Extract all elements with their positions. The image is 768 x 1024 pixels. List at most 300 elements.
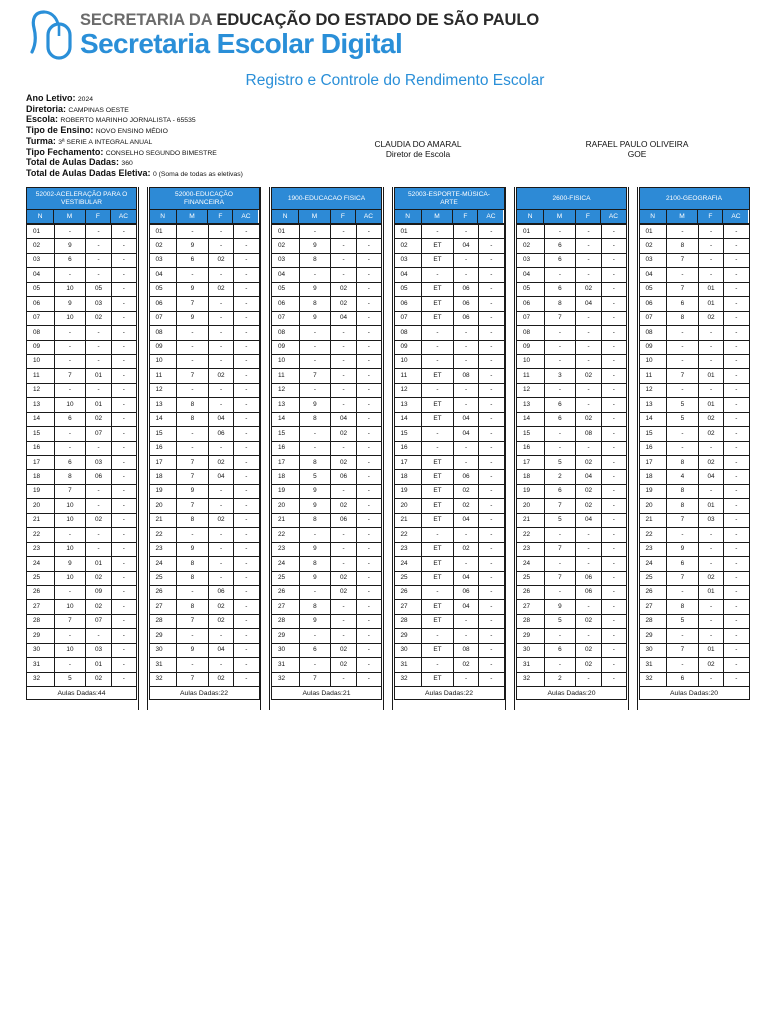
table-row xyxy=(149,225,259,239)
mark-cell: - xyxy=(299,383,331,397)
student-number: 18 xyxy=(639,470,667,484)
ac-cell: - xyxy=(724,557,749,571)
ac-cell: - xyxy=(479,297,504,311)
table-row xyxy=(149,369,259,383)
absence-cell: - xyxy=(698,383,723,397)
table-row xyxy=(149,268,259,282)
info-row-tipo-ensino xyxy=(26,126,243,137)
ac-cell: - xyxy=(356,412,381,426)
absence-cell: - xyxy=(208,326,233,340)
ac-cell: - xyxy=(601,253,626,267)
table-row xyxy=(517,369,627,383)
ac-cell: - xyxy=(724,528,749,542)
table-row xyxy=(149,282,259,296)
ac-cell: - xyxy=(479,268,504,282)
ac-cell: - xyxy=(234,600,259,614)
ac-cell: - xyxy=(724,484,749,498)
mark-cell: 7 xyxy=(544,542,576,556)
ac-cell: - xyxy=(479,484,504,498)
student-number: 09 xyxy=(394,340,422,354)
student-number: 06 xyxy=(272,297,300,311)
student-number: 14 xyxy=(639,412,667,426)
mark-cell: - xyxy=(667,326,699,340)
absence-cell: - xyxy=(208,484,233,498)
table-row xyxy=(517,585,627,599)
mark-cell: 6 xyxy=(544,398,576,412)
mark-cell: 7 xyxy=(177,672,209,686)
table-row xyxy=(27,340,137,354)
ac-cell: - xyxy=(724,658,749,672)
mark-cell: - xyxy=(299,326,331,340)
student-number: 27 xyxy=(394,600,422,614)
student-number: 02 xyxy=(639,239,667,253)
subject-title: 52003-ESPORTE-MÚSICA-ARTE xyxy=(394,187,505,210)
mark-cell: - xyxy=(422,340,454,354)
mark-cell: 8 xyxy=(299,297,331,311)
absence-cell: - xyxy=(576,629,601,643)
table-row xyxy=(639,427,749,441)
grades-table xyxy=(639,224,750,687)
signature-name: CLAUDIA DO AMARAL xyxy=(374,139,462,149)
table-row xyxy=(27,268,137,282)
info-label: Total de Aulas Dadas: xyxy=(26,157,120,168)
ac-cell: - xyxy=(601,614,626,628)
table-row xyxy=(27,383,137,397)
absence-cell: - xyxy=(208,658,233,672)
absence-cell: - xyxy=(453,354,478,368)
table-row xyxy=(149,614,259,628)
mark-cell: - xyxy=(667,441,699,455)
table-row xyxy=(394,643,504,657)
table-row xyxy=(27,311,137,325)
table-row xyxy=(517,499,627,513)
mark-cell: - xyxy=(544,629,576,643)
mark-cell: - xyxy=(667,658,699,672)
absence-cell: - xyxy=(698,326,723,340)
mark-cell: 5 xyxy=(544,614,576,628)
ac-cell: - xyxy=(111,340,136,354)
ac-cell: - xyxy=(356,585,381,599)
brand-app-name: Secretaria Escolar Digital xyxy=(80,28,403,59)
ac-cell: - xyxy=(356,297,381,311)
student-number: 29 xyxy=(272,629,300,643)
mark-cell: 6 xyxy=(667,297,699,311)
student-number: 14 xyxy=(149,412,177,426)
ac-cell: - xyxy=(479,571,504,585)
mark-cell: 8 xyxy=(177,571,209,585)
student-number: 26 xyxy=(272,585,300,599)
student-number: 23 xyxy=(149,542,177,556)
ac-cell: - xyxy=(356,643,381,657)
mark-cell: 7 xyxy=(54,484,86,498)
student-number: 15 xyxy=(149,427,177,441)
student-number: 01 xyxy=(639,225,667,239)
absence-cell: 06 xyxy=(576,585,601,599)
mark-cell: 7 xyxy=(544,571,576,585)
student-number: 32 xyxy=(272,672,300,686)
column-header: F xyxy=(576,210,601,223)
absence-cell: - xyxy=(331,557,356,571)
table-row xyxy=(394,441,504,455)
table-row xyxy=(27,225,137,239)
absence-cell: 02 xyxy=(453,658,478,672)
table-row xyxy=(149,557,259,571)
student-number: 19 xyxy=(149,484,177,498)
student-number: 14 xyxy=(272,412,300,426)
table-row xyxy=(639,326,749,340)
table-row xyxy=(639,268,749,282)
absence-cell: - xyxy=(86,239,111,253)
mark-cell: 10 xyxy=(54,542,86,556)
ac-cell: - xyxy=(234,441,259,455)
student-number: 12 xyxy=(272,383,300,397)
ac-cell: - xyxy=(601,398,626,412)
absence-cell: 02 xyxy=(576,282,601,296)
mark-cell: - xyxy=(299,340,331,354)
mark-cell: - xyxy=(177,427,209,441)
aulas-dadas-footer: Aulas Dadas:21 xyxy=(271,687,382,700)
table-row xyxy=(639,658,749,672)
absence-cell: 02 xyxy=(86,672,111,686)
absence-cell: - xyxy=(208,354,233,368)
table-row xyxy=(272,672,382,686)
ac-cell: - xyxy=(356,456,381,470)
ac-cell: - xyxy=(356,383,381,397)
ac-cell: - xyxy=(479,427,504,441)
table-row xyxy=(517,629,627,643)
absence-cell: - xyxy=(453,456,478,470)
mark-cell: 8 xyxy=(667,499,699,513)
mark-cell: 8 xyxy=(177,513,209,527)
ac-cell: - xyxy=(234,383,259,397)
mark-cell: 6 xyxy=(544,253,576,267)
table-row xyxy=(272,557,382,571)
absence-cell: - xyxy=(698,441,723,455)
absence-cell: 04 xyxy=(208,412,233,426)
mark-cell: 9 xyxy=(299,542,331,556)
absence-cell: - xyxy=(86,499,111,513)
table-row xyxy=(639,239,749,253)
ac-cell: - xyxy=(724,412,749,426)
mark-cell: - xyxy=(544,340,576,354)
table-row xyxy=(27,354,137,368)
column-header-row xyxy=(394,210,505,224)
absence-cell: 02 xyxy=(331,643,356,657)
ac-cell: - xyxy=(356,369,381,383)
mark-cell: 6 xyxy=(54,253,86,267)
table-row xyxy=(272,268,382,282)
student-number: 31 xyxy=(639,658,667,672)
student-number: 26 xyxy=(149,585,177,599)
ac-cell: - xyxy=(724,629,749,643)
table-row xyxy=(394,427,504,441)
table-row xyxy=(517,297,627,311)
student-number: 17 xyxy=(27,456,55,470)
absence-cell: 04 xyxy=(331,412,356,426)
absence-cell: 02 xyxy=(331,282,356,296)
student-number: 23 xyxy=(394,542,422,556)
mark-cell: 9 xyxy=(299,282,331,296)
student-number: 02 xyxy=(27,239,55,253)
student-number: 11 xyxy=(639,369,667,383)
mark-cell: 5 xyxy=(544,513,576,527)
ac-cell: - xyxy=(724,513,749,527)
table-row xyxy=(639,499,749,513)
table-row xyxy=(27,557,137,571)
absence-cell: 06 xyxy=(453,470,478,484)
absence-cell: - xyxy=(698,542,723,556)
absence-cell: 06 xyxy=(331,470,356,484)
student-number: 10 xyxy=(272,354,300,368)
absence-cell: - xyxy=(576,268,601,282)
ac-cell: - xyxy=(601,354,626,368)
ac-cell: - xyxy=(724,282,749,296)
subject-title: 2600-FISICA xyxy=(516,187,627,210)
student-number: 02 xyxy=(149,239,177,253)
absence-cell: - xyxy=(208,297,233,311)
ac-cell: - xyxy=(111,658,136,672)
student-number: 22 xyxy=(517,528,545,542)
mark-cell: 10 xyxy=(54,643,86,657)
table-row xyxy=(517,528,627,542)
table-row xyxy=(517,268,627,282)
student-number: 12 xyxy=(149,383,177,397)
ac-cell: - xyxy=(234,528,259,542)
table-row xyxy=(639,354,749,368)
ac-cell: - xyxy=(111,268,136,282)
table-row xyxy=(517,614,627,628)
mark-cell: 6 xyxy=(667,672,699,686)
table-row xyxy=(149,499,259,513)
student-number: 11 xyxy=(517,369,545,383)
mark-cell: - xyxy=(299,427,331,441)
absence-cell: 02 xyxy=(208,600,233,614)
table-row xyxy=(27,542,137,556)
mark-cell: 7 xyxy=(54,369,86,383)
table-row xyxy=(149,600,259,614)
absence-cell: - xyxy=(208,542,233,556)
student-number: 11 xyxy=(149,369,177,383)
absence-cell: 02 xyxy=(208,369,233,383)
subject-block xyxy=(516,187,627,700)
mark-cell: 9 xyxy=(54,239,86,253)
absence-cell: 02 xyxy=(331,658,356,672)
table-row xyxy=(27,412,137,426)
column-header: AC xyxy=(356,210,381,223)
mark-cell: 9 xyxy=(299,398,331,412)
absence-cell: 02 xyxy=(576,369,601,383)
student-number: 03 xyxy=(149,253,177,267)
mark-cell: 9 xyxy=(177,311,209,325)
absence-cell: 02 xyxy=(331,456,356,470)
table-row xyxy=(27,297,137,311)
mark-cell: - xyxy=(544,427,576,441)
ac-cell: - xyxy=(479,513,504,527)
aulas-dadas-footer: Aulas Dadas:20 xyxy=(639,687,750,700)
student-number: 24 xyxy=(517,557,545,571)
mark-cell: 6 xyxy=(54,412,86,426)
absence-cell: 06 xyxy=(576,571,601,585)
absence-cell: 04 xyxy=(453,412,478,426)
table-row xyxy=(272,585,382,599)
table-row xyxy=(27,326,137,340)
ac-cell: - xyxy=(601,427,626,441)
absence-cell: - xyxy=(331,672,356,686)
grades-table xyxy=(516,224,627,687)
ac-cell: - xyxy=(601,513,626,527)
student-number: 03 xyxy=(639,253,667,267)
table-row xyxy=(639,557,749,571)
absence-cell: 06 xyxy=(86,470,111,484)
ac-cell: - xyxy=(111,398,136,412)
student-number: 15 xyxy=(27,427,55,441)
student-number: 10 xyxy=(149,354,177,368)
absence-cell: 02 xyxy=(86,513,111,527)
absence-cell: 01 xyxy=(86,398,111,412)
table-row xyxy=(394,484,504,498)
ac-cell: - xyxy=(601,340,626,354)
ac-cell: - xyxy=(601,369,626,383)
mark-cell: ET xyxy=(422,672,454,686)
table-row xyxy=(639,282,749,296)
absence-cell: 04 xyxy=(576,513,601,527)
mark-cell: 6 xyxy=(54,456,86,470)
student-number: 28 xyxy=(394,614,422,628)
mark-cell: 7 xyxy=(667,643,699,657)
absence-cell: - xyxy=(331,340,356,354)
mark-cell: 6 xyxy=(544,484,576,498)
mark-cell: - xyxy=(177,658,209,672)
absence-cell: - xyxy=(453,326,478,340)
table-row xyxy=(639,398,749,412)
mark-cell: 10 xyxy=(54,600,86,614)
student-number: 07 xyxy=(272,311,300,325)
ac-cell: - xyxy=(479,311,504,325)
mark-cell: - xyxy=(544,441,576,455)
mark-cell: ET xyxy=(422,398,454,412)
student-number: 06 xyxy=(394,297,422,311)
table-row xyxy=(272,369,382,383)
ac-cell: - xyxy=(234,470,259,484)
ac-cell: - xyxy=(601,484,626,498)
ac-cell: - xyxy=(111,557,136,571)
absence-cell: 01 xyxy=(86,557,111,571)
ac-cell: - xyxy=(479,326,504,340)
ac-cell: - xyxy=(111,470,136,484)
table-row xyxy=(149,427,259,441)
mark-cell: - xyxy=(54,354,86,368)
absence-cell: - xyxy=(453,614,478,628)
mark-cell: ET xyxy=(422,412,454,426)
ac-cell: - xyxy=(234,225,259,239)
ac-cell: - xyxy=(724,268,749,282)
student-number: 31 xyxy=(27,658,55,672)
mark-cell: 8 xyxy=(299,600,331,614)
absence-cell: - xyxy=(453,268,478,282)
absence-cell: - xyxy=(576,326,601,340)
column-header-row xyxy=(271,210,382,224)
student-number: 20 xyxy=(517,499,545,513)
ac-cell: - xyxy=(724,456,749,470)
ac-cell: - xyxy=(601,542,626,556)
absence-cell: 04 xyxy=(208,643,233,657)
absence-cell: 04 xyxy=(208,470,233,484)
column-header: AC xyxy=(723,210,748,223)
absence-cell: 02 xyxy=(208,672,233,686)
absence-cell: - xyxy=(698,225,723,239)
ac-cell: - xyxy=(479,672,504,686)
mark-cell: 3 xyxy=(544,369,576,383)
student-number: 28 xyxy=(272,614,300,628)
student-number: 22 xyxy=(149,528,177,542)
info-value: 360 xyxy=(121,160,133,168)
ac-cell: - xyxy=(111,354,136,368)
mark-cell: 8 xyxy=(299,513,331,527)
info-label: Ano Letivo: xyxy=(26,93,76,103)
student-number: 18 xyxy=(149,470,177,484)
absence-cell: - xyxy=(453,383,478,397)
student-number: 30 xyxy=(517,643,545,657)
absence-cell: 07 xyxy=(86,427,111,441)
table-row xyxy=(149,441,259,455)
subject-block xyxy=(639,187,750,700)
absence-cell: - xyxy=(453,441,478,455)
table-row xyxy=(272,441,382,455)
ac-cell: - xyxy=(601,528,626,542)
mark-cell: 10 xyxy=(54,513,86,527)
absence-cell: 04 xyxy=(453,513,478,527)
absence-cell: 02 xyxy=(698,427,723,441)
student-number: 24 xyxy=(272,557,300,571)
mark-cell: - xyxy=(54,658,86,672)
ac-cell: - xyxy=(111,311,136,325)
student-number: 14 xyxy=(394,412,422,426)
table-row xyxy=(517,383,627,397)
table-row xyxy=(27,427,137,441)
absence-cell: - xyxy=(453,672,478,686)
absence-cell: - xyxy=(208,398,233,412)
table-row xyxy=(272,499,382,513)
info-value: 0 (Soma de todas as eletivas) xyxy=(152,170,243,178)
mark-cell: 6 xyxy=(667,557,699,571)
absence-cell: - xyxy=(331,326,356,340)
absence-cell: 02 xyxy=(331,499,356,513)
mark-cell: - xyxy=(544,383,576,397)
absence-cell: - xyxy=(208,225,233,239)
student-number: 15 xyxy=(272,427,300,441)
absence-cell: 02 xyxy=(86,571,111,585)
table-row xyxy=(272,239,382,253)
ac-cell: - xyxy=(479,253,504,267)
table-row xyxy=(517,513,627,527)
absence-cell: 04 xyxy=(331,311,356,325)
ac-cell: - xyxy=(724,499,749,513)
mark-cell: 6 xyxy=(177,253,209,267)
ac-cell: - xyxy=(601,499,626,513)
mark-cell: - xyxy=(54,441,86,455)
student-number: 05 xyxy=(639,282,667,296)
ac-cell: - xyxy=(356,672,381,686)
absence-cell: - xyxy=(208,499,233,513)
student-number: 16 xyxy=(149,441,177,455)
ac-cell: - xyxy=(234,672,259,686)
mark-cell: 10 xyxy=(54,398,86,412)
student-number: 07 xyxy=(27,311,55,325)
student-number: 23 xyxy=(517,542,545,556)
absence-cell: - xyxy=(331,600,356,614)
absence-cell: - xyxy=(698,340,723,354)
student-number: 21 xyxy=(394,513,422,527)
